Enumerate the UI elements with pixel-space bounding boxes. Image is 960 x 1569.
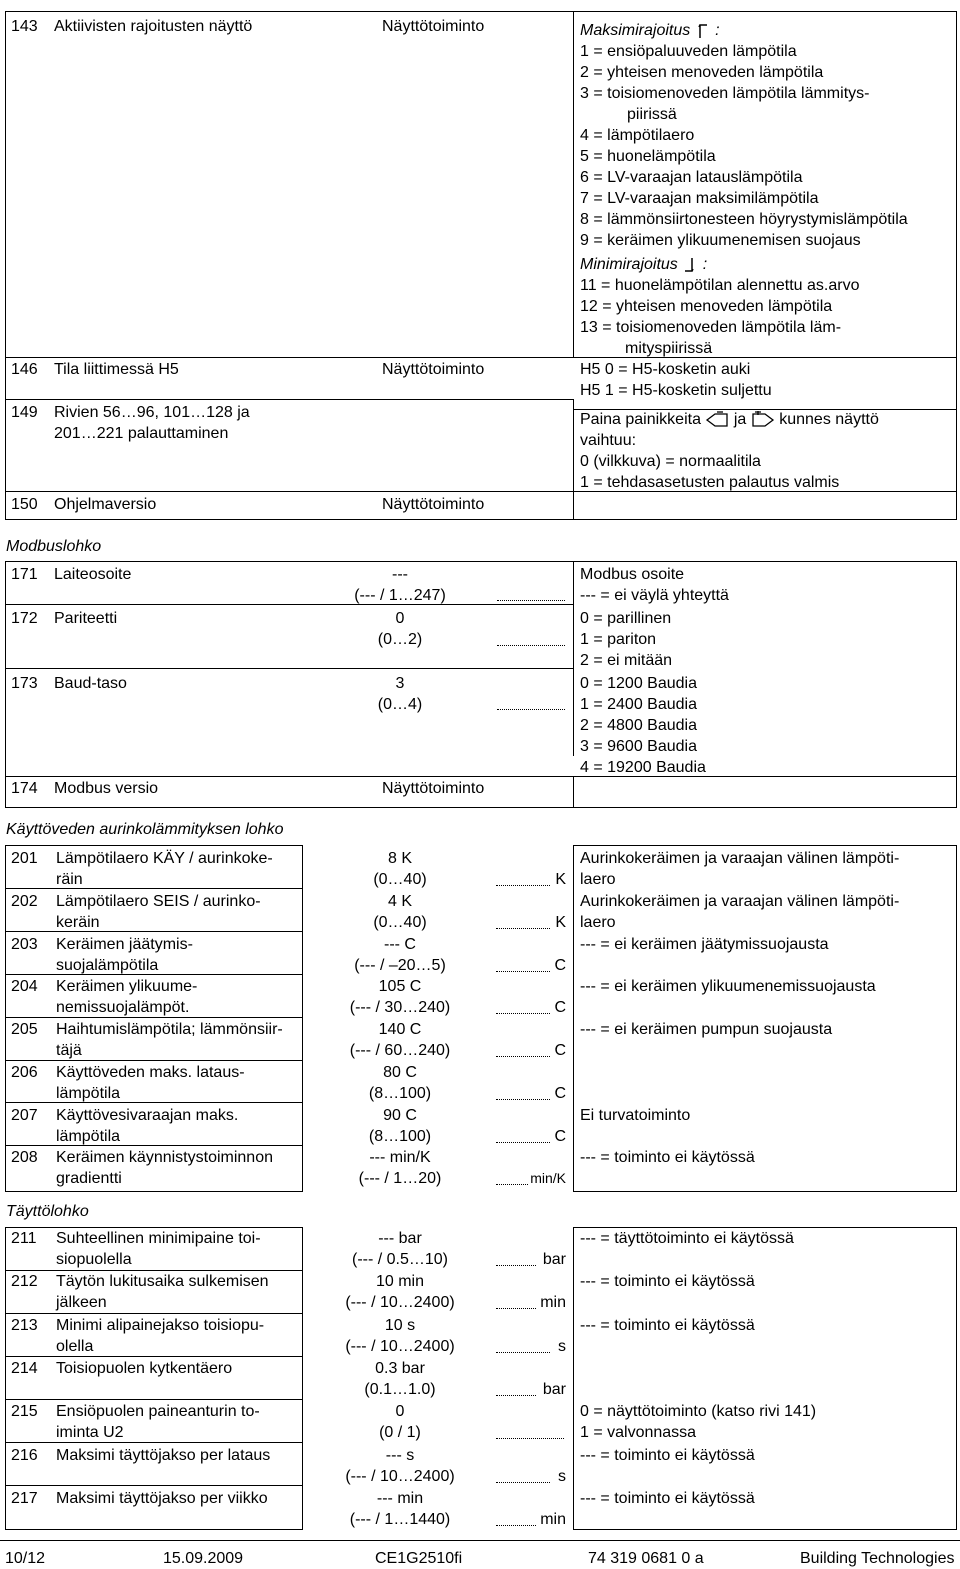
description-line: 1 = valvonnassa	[580, 1424, 697, 1442]
description-line: --- = toiminto ei käytössä	[580, 1489, 755, 1507]
name-line: siopuolella	[56, 1251, 132, 1268]
name-line: olella	[56, 1337, 94, 1355]
list-item: 4 = lämpötilaero	[580, 127, 695, 144]
parameter-value: 10 min	[375, 1273, 425, 1291]
value-dots	[496, 1482, 550, 1483]
list-item: 2 = yhteisen menoveden lämpötila	[580, 64, 824, 81]
list-item: 12 = yhteisen menoveden lämpötila	[580, 298, 833, 315]
row-number: 213	[11, 1316, 38, 1334]
instruction-text: Paina painikkeita	[580, 411, 701, 428]
name-line: jälkeen	[56, 1294, 107, 1312]
footer-date: 15.09.2009	[163, 1550, 244, 1567]
footer-code: 74 319 0681 0 a	[588, 1550, 704, 1567]
description-line: Aurinkokeräimen ja varaajan välinen lämpöti-	[580, 892, 900, 910]
parameter-value: --- bar	[378, 1230, 422, 1247]
footer-company: Building Technologies	[800, 1550, 955, 1567]
description-line: 1 = pariton	[580, 631, 657, 648]
parameter-value: (0 / 1)	[379, 1424, 421, 1442]
section-title-solar: Käyttöveden aurinkolämmityksen lohko	[6, 821, 284, 838]
row-number: 201	[11, 850, 38, 867]
parameter-value: (--- / 1…247)	[354, 587, 446, 604]
row-number: 207	[11, 1106, 38, 1124]
row-number: 146	[11, 361, 38, 378]
parameter-value: (--- / 30…240)	[349, 999, 451, 1017]
row-number: 203	[11, 935, 38, 953]
row-number: 173	[11, 675, 38, 692]
description-line: --- = ei keräimen pumpun suojausta	[580, 1021, 833, 1038]
description-line: --- = toiminto ei käytössä	[580, 1273, 755, 1291]
parameter-value: (--- / 1…20)	[358, 1170, 442, 1188]
name-line: Lämpötilaero KÄY / aurinkoke-	[56, 850, 273, 867]
list-item: 13 = toisiomenoveden lämpötila läm-	[580, 319, 842, 336]
footer-rule	[0, 1540, 960, 1541]
value-dots	[497, 600, 565, 601]
parameter-value: 4 K	[387, 892, 412, 910]
description-line: --- = toiminto ei käytössä	[580, 1316, 755, 1334]
row-number: 202	[11, 892, 38, 910]
name-line: Haihtumislämpötila; lämmönsiir-	[56, 1021, 283, 1038]
row-number: 217	[11, 1489, 38, 1507]
unit-label: min	[540, 1510, 566, 1528]
section-title-modbus: Modbuslohko	[6, 538, 102, 555]
name-line: Keräimen käynnistystoiminnon	[56, 1149, 273, 1167]
list-item: 5 = huonelämpötila	[580, 148, 716, 165]
parameter-value: (0…2)	[377, 631, 423, 648]
list-item: 3 = toisiomenoveden lämpötila lämmitys-	[580, 85, 870, 102]
description-line: Ei turvatoiminto	[580, 1106, 691, 1124]
name-line: Toisiopuolen kytkentäero	[56, 1359, 233, 1377]
description-line: laero	[580, 913, 616, 931]
description-line: 3 = 9600 Baudia	[580, 738, 697, 755]
min-limit-title	[580, 254, 707, 275]
parameter-value: Näyttötoiminto	[382, 18, 485, 35]
description-line: 2 = ei mitään	[580, 652, 673, 669]
row-number: 171	[11, 566, 38, 583]
name-line: Keräimen ylikuume-	[56, 978, 198, 996]
plus-button-icon	[751, 411, 775, 429]
parameter-value: (--- / –20…5)	[354, 956, 446, 974]
description-line: --- = ei keräimen ylikuumenemissuojausta	[580, 978, 876, 996]
footer-doc-id: CE1G2510fi	[375, 1550, 463, 1567]
instruction-text: ja	[733, 411, 747, 428]
value-dots	[496, 1056, 550, 1057]
list-item: 1 = ensiöpaluuveden lämpötila	[580, 43, 797, 60]
row-number: 214	[11, 1359, 38, 1377]
parameter-value: (--- / 10…2400)	[345, 1337, 455, 1355]
parameter-value: --- s	[385, 1446, 415, 1464]
row-number: 205	[11, 1021, 38, 1038]
parameter-value: (8…100)	[368, 1127, 432, 1145]
instruction-text: kunnes näyttö	[779, 411, 879, 428]
parameter-value: --- min	[376, 1489, 424, 1507]
value-dots	[496, 1395, 536, 1396]
parameter-name: Laiteosoite	[54, 566, 132, 583]
min-limit-colon: :	[702, 256, 708, 273]
parameter-name	[54, 402, 250, 444]
button-instruction	[580, 409, 879, 430]
unit-label: K	[555, 871, 566, 888]
name-line: suojalämpötila	[56, 956, 159, 974]
min-limit-symbol-icon	[682, 257, 698, 273]
value-dots	[496, 1352, 550, 1353]
parameter-value: (--- / 10…2400)	[345, 1467, 455, 1485]
list-item: 11 = huonelämpötilan alennettu as.arvo	[580, 277, 860, 294]
parameter-value: (0.1…1.0)	[364, 1380, 436, 1398]
min-limit-list	[580, 275, 859, 359]
parameter-value: (--- / 0.5…10)	[351, 1251, 448, 1268]
name-line: Maksimi täyttöjakso per viikko	[56, 1489, 268, 1507]
list-item: 8 = lämmönsiirtonesteen höyrystymislämpötila	[580, 211, 908, 228]
parameter-value: Näyttötoiminto	[382, 496, 485, 513]
name-line: Minimi alipainejakso toisiopu-	[56, 1316, 265, 1334]
list-item: 7 = LV-varaajan maksimilämpötila	[580, 190, 819, 207]
value-dots	[497, 645, 565, 646]
description-line: --- = ei väylä yhteyttä	[580, 587, 729, 604]
parameter-value: (0…4)	[377, 696, 423, 713]
name-line: lämpötila	[56, 1127, 121, 1145]
description-line: --- = ei keräimen jäätymissuojausta	[580, 935, 829, 953]
unit-label: C	[554, 956, 566, 974]
name-line: Lämpötilaero SEIS / aurinko-	[56, 892, 261, 910]
row-number: 212	[11, 1273, 38, 1291]
list-item: 9 = keräimen ylikuumenemisen suojaus	[580, 232, 861, 249]
name-line: Maksimi täyttöjakso per lataus	[56, 1446, 271, 1464]
parameter-value: 105 C	[378, 978, 422, 996]
description-line: 0 = 1200 Baudia	[580, 675, 697, 692]
unit-label: C	[554, 999, 566, 1017]
name-line: täjä	[56, 1042, 82, 1059]
description-line: vaihtuu:	[580, 432, 637, 449]
unit-label: min/K	[530, 1170, 566, 1187]
unit-label: min	[540, 1294, 566, 1312]
name-line: Käyttövesivaraajan maks.	[56, 1106, 239, 1124]
parameter-value: (8…100)	[368, 1084, 432, 1102]
max-limit-colon: :	[715, 22, 720, 39]
footer-page: 10/12	[5, 1550, 46, 1567]
parameter-value: (0…40)	[373, 913, 427, 931]
row-number: 174	[11, 780, 38, 797]
value-dots	[497, 709, 565, 710]
row-number: 216	[11, 1446, 38, 1464]
list-item: mityspiirissä	[625, 340, 713, 357]
description-line: --- = täyttötoiminto ei käytössä	[580, 1230, 794, 1247]
description-line: 4 = 19200 Baudia	[580, 759, 706, 776]
max-limit-list	[580, 41, 908, 251]
value-dots	[496, 1438, 564, 1439]
value-dots	[496, 928, 550, 929]
value-dots	[496, 1525, 536, 1526]
description-line: Aurinkokeräimen ja varaajan välinen lämpöti-	[580, 850, 900, 867]
parameter-description	[580, 409, 879, 493]
name-line: lämpötila	[56, 1084, 121, 1102]
unit-label: bar	[542, 1251, 566, 1268]
unit-label: C	[554, 1084, 566, 1102]
parameter-name: Aktiivisten rajoitusten näyttö	[54, 18, 253, 35]
parameter-name: Pariteetti	[54, 610, 118, 627]
unit-label: bar	[542, 1380, 566, 1398]
description-line: H5 1 = H5-kosketin suljettu	[580, 382, 772, 399]
parameter-value: 90 C	[383, 1106, 417, 1124]
value-dots	[496, 1142, 550, 1143]
list-item: piirissä	[627, 106, 677, 123]
name-line: 201…221 palauttaminen	[54, 425, 229, 442]
max-limit-title	[580, 20, 720, 41]
min-limit-label: Minimirajoitus	[580, 256, 678, 273]
unit-label: K	[555, 913, 566, 931]
description-line: 0 = parillinen	[580, 610, 672, 627]
name-line: nemissuojalämpöt.	[56, 999, 190, 1017]
description-line: 1 = 2400 Baudia	[580, 696, 697, 713]
name-line: Ensiöpuolen paineanturin to-	[56, 1403, 260, 1421]
description-line: laero	[580, 871, 616, 888]
parameter-name: Baud-taso	[54, 675, 127, 692]
name-line: Keräimen jäätymis-	[56, 935, 193, 953]
parameter-value: 140 C	[378, 1021, 422, 1038]
name-line: iminta U2	[56, 1424, 124, 1442]
name-line: räin	[56, 871, 83, 888]
parameter-value: --- min/K	[369, 1149, 431, 1167]
name-line: Rivien 56…96, 101…128 ja	[54, 404, 250, 421]
parameter-value: (--- / 1…1440)	[349, 1510, 451, 1528]
value-dots	[496, 1265, 536, 1266]
description-line: 0 = näyttötoiminto (katso rivi 141)	[580, 1403, 817, 1421]
row-number: 211	[11, 1230, 37, 1247]
unit-label: C	[554, 1127, 566, 1145]
unit-label: s	[558, 1337, 566, 1355]
parameter-name: Modbus versio	[54, 780, 159, 797]
name-line: Täytön lukitusaika sulkemisen	[56, 1273, 269, 1291]
parameter-value: 0.3 bar	[375, 1359, 425, 1377]
parameter-value: Näyttötoiminto	[382, 780, 485, 797]
description-line: 2 = 4800 Baudia	[580, 717, 697, 734]
parameter-value: (0…40)	[373, 871, 427, 888]
section-title-fill: Täyttölohko	[6, 1203, 89, 1220]
unit-label: s	[558, 1467, 566, 1485]
parameter-value: ---	[392, 566, 408, 583]
row-number: 149	[11, 404, 38, 421]
unit-label: C	[554, 1042, 566, 1059]
value-dots	[496, 1184, 528, 1185]
name-line: keräin	[56, 913, 100, 931]
parameter-value: (--- / 60…240)	[349, 1042, 451, 1059]
parameter-description	[580, 359, 772, 401]
description-line: --- = toiminto ei käytössä	[580, 1149, 755, 1167]
row-number: 215	[11, 1403, 38, 1421]
value-dots	[496, 885, 550, 886]
row-number: 208	[11, 1149, 38, 1167]
description-line: 1 = tehdasasetusten palautus valmis	[580, 474, 840, 491]
value-dots	[496, 1308, 536, 1309]
parameter-name: Ohjelmaversio	[54, 496, 157, 513]
row-number: 206	[11, 1063, 38, 1081]
parameter-value: 10 s	[384, 1316, 416, 1334]
row-number: 204	[11, 978, 38, 996]
parameter-value: 8 K	[387, 850, 412, 867]
description-line: --- = toiminto ei käytössä	[580, 1446, 755, 1464]
parameter-value: 80 C	[383, 1063, 417, 1081]
max-limit-label: Maksimirajoitus	[580, 22, 691, 39]
row-number: 150	[11, 496, 38, 513]
description-line: H5 0 = H5-kosketin auki	[580, 361, 751, 378]
parameter-value: 3	[395, 675, 405, 692]
row-number: 143	[11, 18, 38, 35]
name-line: gradientti	[56, 1170, 122, 1188]
description-line: 0 (vilkkuva) = normaalitila	[580, 453, 761, 470]
row-number: 172	[11, 610, 38, 627]
value-dots	[496, 1099, 550, 1100]
list-item: 6 = LV-varaajan latauslämpötila	[580, 169, 803, 186]
parameter-name: Tila liittimessä H5	[54, 361, 179, 378]
value-dots	[496, 1013, 550, 1014]
name-line: Käyttöveden maks. lataus-	[56, 1063, 245, 1081]
description-line: Modbus osoite	[580, 566, 685, 583]
minus-button-icon	[705, 411, 729, 429]
value-dots	[496, 971, 550, 972]
parameter-value: --- C	[384, 935, 416, 953]
name-line: Suhteellinen minimipaine toi-	[56, 1230, 261, 1247]
parameter-value: Näyttötoiminto	[382, 361, 485, 378]
parameter-value: 0	[395, 610, 405, 627]
max-limit-symbol-icon	[695, 23, 711, 39]
parameter-value: (--- / 10…2400)	[345, 1294, 455, 1312]
parameter-value: 0	[395, 1403, 405, 1421]
